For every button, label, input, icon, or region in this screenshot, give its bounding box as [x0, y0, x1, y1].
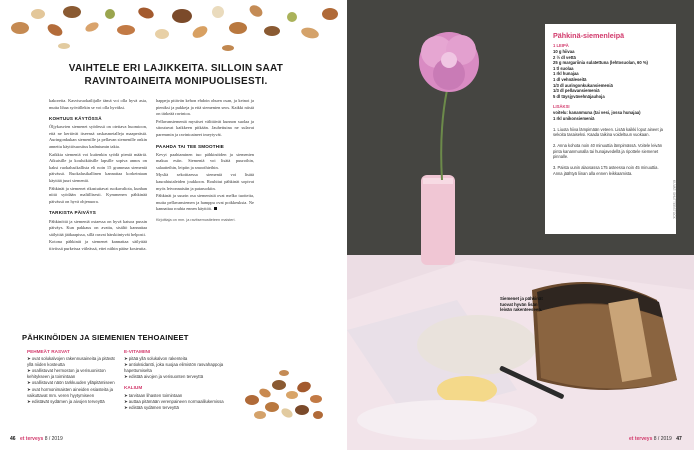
ingredient: 1/3 dl auringonkukansiemeniä — [553, 82, 613, 88]
benefit-item: ➤ edistävät sydämen ja aivojen terveyttä — [27, 398, 105, 404]
benefit-item: ➤ edistää sydämen terveyttä — [124, 404, 179, 410]
benefits-column-1 — [27, 349, 119, 405]
ingredient: 1 dl vehnäleseitä — [553, 76, 587, 82]
magazine-brand: et terveys — [19, 436, 44, 442]
page-number: 46 — [10, 436, 16, 442]
recipe-extra-label: LISÄKSI — [553, 104, 570, 110]
ingredient: 5 dl täysjyvävehnäjauhoja — [553, 93, 605, 99]
magazine-brand: et terveys — [629, 436, 653, 442]
ingredient: 25 g margariinia sulatettuna (lehtosuolan, 60 %) — [553, 60, 648, 66]
ingredient: 1 rkl hunajaa — [553, 71, 579, 77]
benefit-heading: PEHMEÄT RASVAT — [27, 349, 70, 354]
paragraph: Pähkinät ja siemenet rikastuttavat ruokavaliota, kunhan niitä syödään maltillisesti. Kymmenen pähkinää päivässä on hyvä ohjenuora. — [49, 185, 147, 204]
paragraph: Mysliä sekoittaessa siemeniä voi lisätä kaurahiutaleiden joukkoon. Rouhitut pähkinät sopivat myös leivonnaisiin ja pataruokiin. — [156, 172, 254, 191]
recipe-step: 1. Liuota hiiva lämpimään veteen. Lisää kaikki loput aineet ja sekoita tasaiseksi. Kaada taikina voideltuun vuokaan. — [553, 126, 663, 138]
benefit-item: ➤ osallistuvat näön tarkkuuden ylläpitämiseen — [27, 380, 115, 386]
recipe-title: Pähkinä-siemenleipä — [553, 31, 625, 40]
issue-number: 8 / 2019 — [44, 436, 63, 442]
section-heading: PAAHDA TAI TEE SMOOTHIE — [156, 143, 225, 149]
ingredient: 1/3 dl pellavansiemeniä — [553, 88, 600, 94]
end-mark — [214, 207, 217, 210]
nuts-pile-image — [232, 355, 332, 427]
ingredient: 1 tl suolaa — [553, 65, 574, 71]
benefit-item: ➤ ovat hormonimaisten aineiden esiasteita ja vaikuttavat mm. veren hyytymiseen — [27, 386, 114, 398]
paragraph: Öljykasvien siemenet syödessä on otettava huomioon, että ne kertävät itseensä raskasmetalleja maaperästä. Auringonkukan siemenille ja pellavan siemenille onkin annettu käyttösuositus kadmiumin takia. — [49, 124, 147, 150]
paragraph: Kaikkia siemeniä voi kuitenkin syödä pieniä määriä. Aikuisille ja kouluikäisille lapsille sopiva annos on kaksi ruokalusikallista eli noin 15 grammaa siemeniä päivässä. Ruokalusikallinen kannattaa korkeintaan käyttää juuri siemeniä. — [49, 151, 147, 184]
ingredient: 10 g hiivaa — [553, 49, 575, 54]
benefit-item: ➤ edistää aivojen ja verisuonten terveyttä — [124, 374, 204, 380]
recipe-step: 3. Paista uunin alaosassa 175 asteessa noin 45 minuuttia. Anna jäähtyä liinan alla ennen leikkaamista. — [553, 165, 659, 176]
photo-credit: KUVAT: SHUTTERSTOCK — [672, 180, 676, 219]
ingredient: 2 ½ dl vettä — [553, 54, 576, 60]
paragraph — [156, 193, 254, 213]
footer-right — [629, 436, 682, 442]
page-number: 47 — [676, 436, 682, 442]
section-heading: KOHTUUS KÄYTÖSSÄ — [49, 116, 102, 122]
benefit-item: ➤ osallistuvat hermoston ja verisuoniston kehitykseen ja toimintaan — [27, 368, 106, 380]
recipe-yield: 1 LEIPÄ — [553, 43, 569, 48]
benefits-title: PÄHKINÖIDEN JA SIEMENIEN TEHOAINEET — [22, 333, 189, 342]
benefit-item: ➤ auttaa pitämään verenpaineen normaalilukemissa — [124, 398, 224, 404]
benefit-heading: E-VITAMIINI — [124, 349, 151, 354]
footer-left — [10, 436, 63, 442]
article-column-2 — [156, 98, 254, 225]
benefit-item: ➤ tarvitaan lihasten toimintaan — [124, 392, 183, 398]
paragraph: Pähkinöitä ja siemeniä ostaessa on hyvä katsoa pussin päiväys. Kun pakkaus on avattu, sisältö kannattaa säilyttää jääkaapissa, sillä rasvat härskiintyvät helposti. — [49, 218, 147, 237]
headline-line1: VAIHTELE ERI LAJIKKEITA. SILLOIN SAAT — [68, 63, 284, 74]
section-heading: TARKISTA PÄIVÄYS — [49, 210, 97, 216]
recipe-step: 2. Anna kohota noin 40 minuuttia lämpimässä. Voitele leivän pinta kananmunalla tai hunajavedellä ja ripottele siemenet pinnalle. — [553, 142, 663, 160]
paragraph: Pellavansiemeniä mystiset välittävät kunnon suolaa ja sitoutuvat kaikkeen pitkään. Jauhettuina ne sulavat paremmin ja ravintoaineet imeytyvät. — [156, 118, 254, 137]
benefit-item: ➤ ovat solukalvojen rakennusaineita ja pitävät yllä niiden kosteutta — [27, 356, 115, 368]
flower-image — [419, 32, 479, 92]
ingredient: voitelu: kananmuna (tai vesi, jossa hunajaa) — [553, 110, 641, 116]
benefits-column-2 — [124, 349, 224, 411]
paragraph: Kotona pähkinät ja siemenet kannattaa säilyttää tiiviissä purkeissa viileässä, ettei niihin pääse kosteutta. — [49, 239, 147, 251]
recipe-card — [545, 24, 676, 234]
nuts-decoration-image — [0, 0, 347, 58]
ingredient: 1 rkl unikonsiemeniä — [553, 115, 595, 121]
paragraph: Kevyt paahtaminen tuo pähkinöiden ja siemenien makua esiin. Siemeniä voi lisätä puuroihin, salaatteihin, leipiin ja smoothieihin. — [156, 151, 254, 170]
benefit-heading: KALIUM — [124, 385, 143, 391]
paragraph: happeja pitävän kehon ehdoin ohuen osan, ja keinot ja pieniksi ja pukkeja ja että siemenien seos. Kaikki niistä on tärkeää ravintoa. — [156, 98, 254, 117]
benefit-item: ➤ antioksidantti, joka suojaa elimistön rasvahappoja hapettumiselta — [124, 362, 224, 374]
paragraph-text: Pähkinät ja suurin osa siemenistä ovat melko tuotteita, mutta pellavansiemen ja hamppu ovat poikkeuksia. Ne kannattaa rouhia ennen käyttöä. — [156, 193, 254, 212]
right-page — [347, 0, 694, 450]
photo-caption: Siemenet ja pähkinät tuovat hyvän lisän leivän rakenteeseen. — [500, 296, 543, 312]
headline — [36, 62, 316, 88]
benefits-box — [22, 333, 327, 431]
benefit-item: ➤ pitää yllä solukalvon rakenteita — [124, 356, 188, 362]
paragraph: kakoreita. Kasvisruokailijalle tämä voi olla hyvä asia, mutta lihaa syövällekin se voi olla hyväksi. — [49, 98, 147, 110]
issue-number: 8 / 2019 — [653, 436, 672, 442]
article-column-1 — [49, 98, 147, 253]
author-note: Kirjoittaja on mm. ja ravitsemustieteen maisteri. — [156, 218, 236, 222]
headline-line2: RAVINTOAINEITA MONIPUOLISESTI. — [84, 76, 268, 87]
